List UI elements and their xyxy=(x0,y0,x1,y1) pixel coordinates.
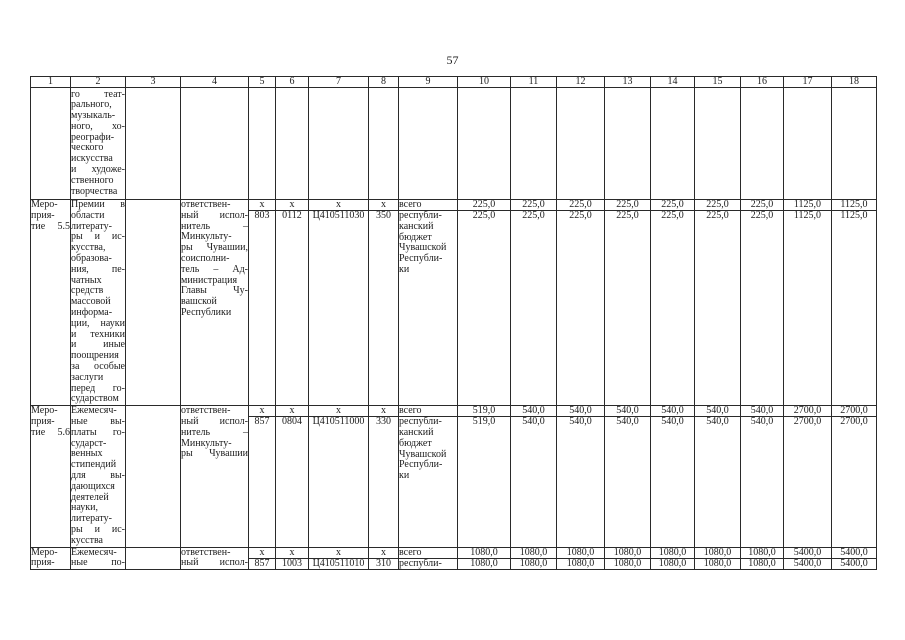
column-number: 7 xyxy=(309,77,369,88)
cell-text-line: Меро- xyxy=(31,405,58,417)
amount-cell: 225,0 xyxy=(695,200,741,211)
table-row-total xyxy=(31,547,877,558)
ministry-code-cell xyxy=(249,88,276,200)
cell-text-line: канский xyxy=(399,426,434,438)
amount-cell xyxy=(784,88,832,200)
amount-cell: 540,0 xyxy=(741,406,784,417)
amount-cell: 225,0 xyxy=(458,200,511,211)
expense-type-code-cell: x xyxy=(369,547,399,558)
amount-cell: 1080,0 xyxy=(695,558,741,570)
executor-cell xyxy=(181,88,249,200)
cell-text-line: Республи- xyxy=(399,253,443,265)
amount-cell: 1080,0 xyxy=(557,558,605,570)
cell-text-line: ры Чувашии, xyxy=(181,242,248,254)
cell-text-line: кусства xyxy=(71,534,103,546)
cell-text-line: за особые xyxy=(71,360,125,372)
amount-cell: 225,0 xyxy=(557,211,605,406)
cell-text-line: Премии в xyxy=(71,199,125,210)
measure-name-cell xyxy=(71,547,126,570)
amount-cell xyxy=(458,88,511,200)
column-number: 4 xyxy=(181,77,249,88)
cell-text-line: литерату- xyxy=(71,220,112,232)
cell-text-line: ственного xyxy=(71,174,114,186)
section-code-cell: 0804 xyxy=(276,417,309,547)
cell-text-line: прия- xyxy=(31,415,55,427)
cell-text-line: рального, xyxy=(71,99,112,111)
funding-source-cell xyxy=(399,88,458,200)
cell-text-line: музыкаль- xyxy=(71,110,116,122)
page-number: 57 xyxy=(446,53,459,67)
cell-text-line: министрация xyxy=(181,274,238,286)
amount-cell: 225,0 xyxy=(651,200,695,211)
cell-text-line: прия- xyxy=(31,209,55,221)
amount-cell xyxy=(605,88,651,200)
cell-text-line: творчества xyxy=(71,185,118,197)
ministry-code-cell: x xyxy=(249,547,276,558)
cell-text-line: массовой xyxy=(71,296,111,308)
funding-source-cell: всего xyxy=(399,547,458,558)
executor-cell xyxy=(181,547,249,570)
target-item-code-cell: x xyxy=(309,406,369,417)
column-number: 1 xyxy=(31,77,71,88)
empty-cell xyxy=(126,200,181,406)
cell-text-line: ния, пе- xyxy=(71,263,125,275)
cell-text-line: чатных xyxy=(71,274,102,286)
cell-text-line: ные вы- xyxy=(71,415,125,427)
cell-text-line: нитель – xyxy=(181,220,248,232)
column-number: 12 xyxy=(557,77,605,88)
amount-cell xyxy=(557,88,605,200)
empty-cell xyxy=(126,88,181,200)
cell-text-line: и техники xyxy=(71,328,125,340)
amount-cell: 1080,0 xyxy=(651,547,695,558)
cell-text-line: Ежемесяч- xyxy=(71,546,117,558)
amount-cell: 2700,0 xyxy=(784,406,832,417)
cell-text-line: соисполни- xyxy=(181,252,230,264)
amount-cell xyxy=(695,88,741,200)
funding-source-cell xyxy=(399,211,458,406)
amount-cell: 5400,0 xyxy=(832,558,877,570)
cell-text-line: тие 5.6 xyxy=(31,426,70,438)
target-item-code-cell: x xyxy=(309,547,369,558)
cell-text-line: средств xyxy=(71,285,104,297)
expense-type-code-cell: 310 xyxy=(369,558,399,570)
amount-cell: 2700,0 xyxy=(784,417,832,547)
column-number: 9 xyxy=(399,77,458,88)
cell-text-line: ры Чувашии xyxy=(181,448,248,460)
column-number: 17 xyxy=(784,77,832,88)
cell-text-line: ответствен- xyxy=(181,546,231,558)
cell-text-line: ного, хо- xyxy=(71,120,125,132)
amount-cell: 225,0 xyxy=(511,211,557,406)
amount-cell: 1080,0 xyxy=(605,547,651,558)
table-row-total xyxy=(31,406,877,417)
cell-text-line: ные по- xyxy=(71,557,125,569)
cell-text-line: ции, науки xyxy=(71,317,125,329)
section-code-cell: x xyxy=(276,200,309,211)
amount-cell xyxy=(651,88,695,200)
cell-text-line: бюджет xyxy=(399,437,432,449)
cell-text-line: прия- xyxy=(31,557,55,569)
column-number: 11 xyxy=(511,77,557,88)
cell-text-line: Чувашской xyxy=(399,448,447,460)
amount-cell: 225,0 xyxy=(605,211,651,406)
cell-text-line: тель – Ад- xyxy=(181,263,248,275)
target-item-code-cell xyxy=(309,88,369,200)
ministry-code-cell: x xyxy=(249,200,276,211)
ministry-code-cell: 857 xyxy=(249,417,276,547)
amount-cell: 519,0 xyxy=(458,406,511,417)
cell-text-line: Республики xyxy=(181,306,232,318)
section-code-cell: x xyxy=(276,406,309,417)
cell-text-line: и иные xyxy=(71,339,125,351)
amount-cell: 540,0 xyxy=(557,417,605,547)
amount-cell: 1080,0 xyxy=(741,558,784,570)
cell-text-line: ный испол- xyxy=(181,209,248,221)
cell-text-line: ный испол- xyxy=(181,557,248,569)
cell-text-line: го теат- xyxy=(71,88,125,100)
column-number: 2 xyxy=(71,77,126,88)
target-item-code-cell: Ц410511030 xyxy=(309,211,369,406)
amount-cell: 1125,0 xyxy=(832,200,877,211)
funding-source-cell: всего xyxy=(399,406,458,417)
cell-text-line: дающихся xyxy=(71,480,115,492)
amount-cell: 2700,0 xyxy=(832,406,877,417)
amount-cell: 1125,0 xyxy=(832,211,877,406)
empty-cell xyxy=(126,406,181,547)
amount-cell: 225,0 xyxy=(651,211,695,406)
amount-cell: 2700,0 xyxy=(832,417,877,547)
amount-cell: 540,0 xyxy=(557,406,605,417)
cell-text-line: перед го- xyxy=(71,382,125,394)
measure-number-cell xyxy=(31,406,71,547)
expense-type-code-cell: x xyxy=(369,406,399,417)
measure-name-cell xyxy=(71,88,126,200)
cell-text-line: Минкульту- xyxy=(181,231,232,243)
cell-text-line: кусства, xyxy=(71,242,106,254)
amount-cell: 225,0 xyxy=(741,200,784,211)
amount-cell: 1080,0 xyxy=(605,558,651,570)
column-number: 6 xyxy=(276,77,309,88)
cell-text-line: республи- xyxy=(399,416,442,428)
column-number: 16 xyxy=(741,77,784,88)
cell-text-line: ный испол- xyxy=(181,415,248,427)
cell-text-line: ки xyxy=(399,264,410,276)
amount-cell: 1080,0 xyxy=(741,547,784,558)
cell-text-line: сударством xyxy=(71,393,119,405)
target-item-code-cell: Ц410511010 xyxy=(309,558,369,570)
cell-text-line: канский xyxy=(399,220,434,232)
amount-cell: 225,0 xyxy=(557,200,605,211)
cell-text-line: для вы- xyxy=(71,469,125,481)
amount-cell: 1080,0 xyxy=(511,558,557,570)
cell-text-line: Республи- xyxy=(399,459,443,471)
empty-cell xyxy=(126,547,181,570)
column-number: 15 xyxy=(695,77,741,88)
cell-text-line: заслуги xyxy=(71,371,104,383)
cell-text-line: республи- xyxy=(399,210,442,222)
amount-cell: 540,0 xyxy=(511,417,557,547)
amount-cell: 1080,0 xyxy=(458,547,511,558)
column-number: 5 xyxy=(249,77,276,88)
cell-text-line: Ежемесяч- xyxy=(71,405,117,417)
ministry-code-cell: 803 xyxy=(249,211,276,406)
column-number: 10 xyxy=(458,77,511,88)
amount-cell: 1125,0 xyxy=(784,200,832,211)
amount-cell: 540,0 xyxy=(605,406,651,417)
amount-cell: 540,0 xyxy=(741,417,784,547)
cell-text-line: области xyxy=(71,209,105,221)
cell-text-line: деятелей xyxy=(71,491,109,503)
amount-cell: 225,0 xyxy=(511,200,557,211)
section-code-cell: x xyxy=(276,547,309,558)
target-item-code-cell: x xyxy=(309,200,369,211)
section-code-cell xyxy=(276,88,309,200)
expense-type-code-cell: 330 xyxy=(369,417,399,547)
measure-number-cell xyxy=(31,547,71,570)
cell-text-line: и художе- xyxy=(71,164,125,176)
amount-cell: 540,0 xyxy=(651,406,695,417)
cell-text-line: тие 5.5 xyxy=(31,220,70,232)
table-row xyxy=(31,88,877,200)
executor-cell xyxy=(181,406,249,547)
amount-cell: 1080,0 xyxy=(651,558,695,570)
funding-source-cell: всего xyxy=(399,200,458,211)
cell-text-line: искусства xyxy=(71,153,113,165)
cell-text-line: сударст- xyxy=(71,437,107,449)
column-number: 18 xyxy=(832,77,877,88)
expense-type-code-cell: 350 xyxy=(369,211,399,406)
ministry-code-cell: 857 xyxy=(249,558,276,570)
amount-cell: 1080,0 xyxy=(557,547,605,558)
amount-cell: 540,0 xyxy=(695,406,741,417)
funding-source-cell xyxy=(399,417,458,547)
column-number: 13 xyxy=(605,77,651,88)
amount-cell: 5400,0 xyxy=(784,547,832,558)
cell-text-line: венных xyxy=(71,448,103,460)
cell-text-line: ки xyxy=(399,470,410,482)
executor-cell xyxy=(181,200,249,406)
expense-type-code-cell: x xyxy=(369,200,399,211)
column-number-row xyxy=(31,77,877,88)
target-item-code-cell: Ц410511000 xyxy=(309,417,369,547)
column-number: 14 xyxy=(651,77,695,88)
cell-text-line: ответствен- xyxy=(181,405,231,417)
section-code-cell: 1003 xyxy=(276,558,309,570)
column-number: 8 xyxy=(369,77,399,88)
measure-name-cell xyxy=(71,406,126,547)
cell-text-line: платы го- xyxy=(71,426,125,438)
amount-cell: 540,0 xyxy=(605,417,651,547)
cell-text-line: образова- xyxy=(71,252,112,264)
cell-text-line: Главы Чу- xyxy=(181,285,248,297)
amount-cell xyxy=(741,88,784,200)
ministry-code-cell: x xyxy=(249,406,276,417)
cell-text-line: республи- xyxy=(399,557,442,569)
column-number: 3 xyxy=(126,77,181,88)
cell-text-line: ры и ис- xyxy=(71,523,125,535)
cell-text-line: науки, xyxy=(71,502,98,514)
cell-text-line: Меро- xyxy=(31,546,58,558)
cell-text-line: Меро- xyxy=(31,199,58,210)
cell-text-line: стипендий xyxy=(71,459,117,471)
amount-cell: 225,0 xyxy=(695,211,741,406)
amount-cell: 5400,0 xyxy=(784,558,832,570)
measure-number-cell xyxy=(31,200,71,406)
amount-cell: 540,0 xyxy=(651,417,695,547)
amount-cell: 1125,0 xyxy=(784,211,832,406)
amount-cell: 519,0 xyxy=(458,417,511,547)
amount-cell: 1080,0 xyxy=(695,547,741,558)
cell-text-line: нитель – xyxy=(181,426,248,438)
table-row-total xyxy=(31,200,877,211)
cell-text-line: реографи- xyxy=(71,131,115,143)
measure-number-cell xyxy=(31,88,71,200)
section-code-cell: 0112 xyxy=(276,211,309,406)
program-measures-table xyxy=(30,76,877,570)
amount-cell: 225,0 xyxy=(605,200,651,211)
amount-cell xyxy=(511,88,557,200)
cell-text-line: ответствен- xyxy=(181,199,231,210)
expense-type-code-cell xyxy=(369,88,399,200)
cell-text-line: вашской xyxy=(181,296,217,308)
cell-text-line: ры и ис- xyxy=(71,231,125,243)
cell-text-line: информа- xyxy=(71,306,113,318)
amount-cell: 1080,0 xyxy=(458,558,511,570)
cell-text-line: Чувашской xyxy=(399,242,447,254)
amount-cell xyxy=(832,88,877,200)
amount-cell: 5400,0 xyxy=(832,547,877,558)
amount-cell: 1080,0 xyxy=(511,547,557,558)
cell-text-line: бюджет xyxy=(399,231,432,243)
cell-text-line: Минкульту- xyxy=(181,437,232,449)
cell-text-line: литерату- xyxy=(71,513,112,525)
cell-text-line: ческого xyxy=(71,142,104,154)
amount-cell: 540,0 xyxy=(695,417,741,547)
amount-cell: 540,0 xyxy=(511,406,557,417)
amount-cell: 225,0 xyxy=(741,211,784,406)
measure-name-cell xyxy=(71,200,126,406)
funding-source-cell xyxy=(399,558,458,570)
amount-cell: 225,0 xyxy=(458,211,511,406)
cell-text-line: поощрения xyxy=(71,350,119,362)
